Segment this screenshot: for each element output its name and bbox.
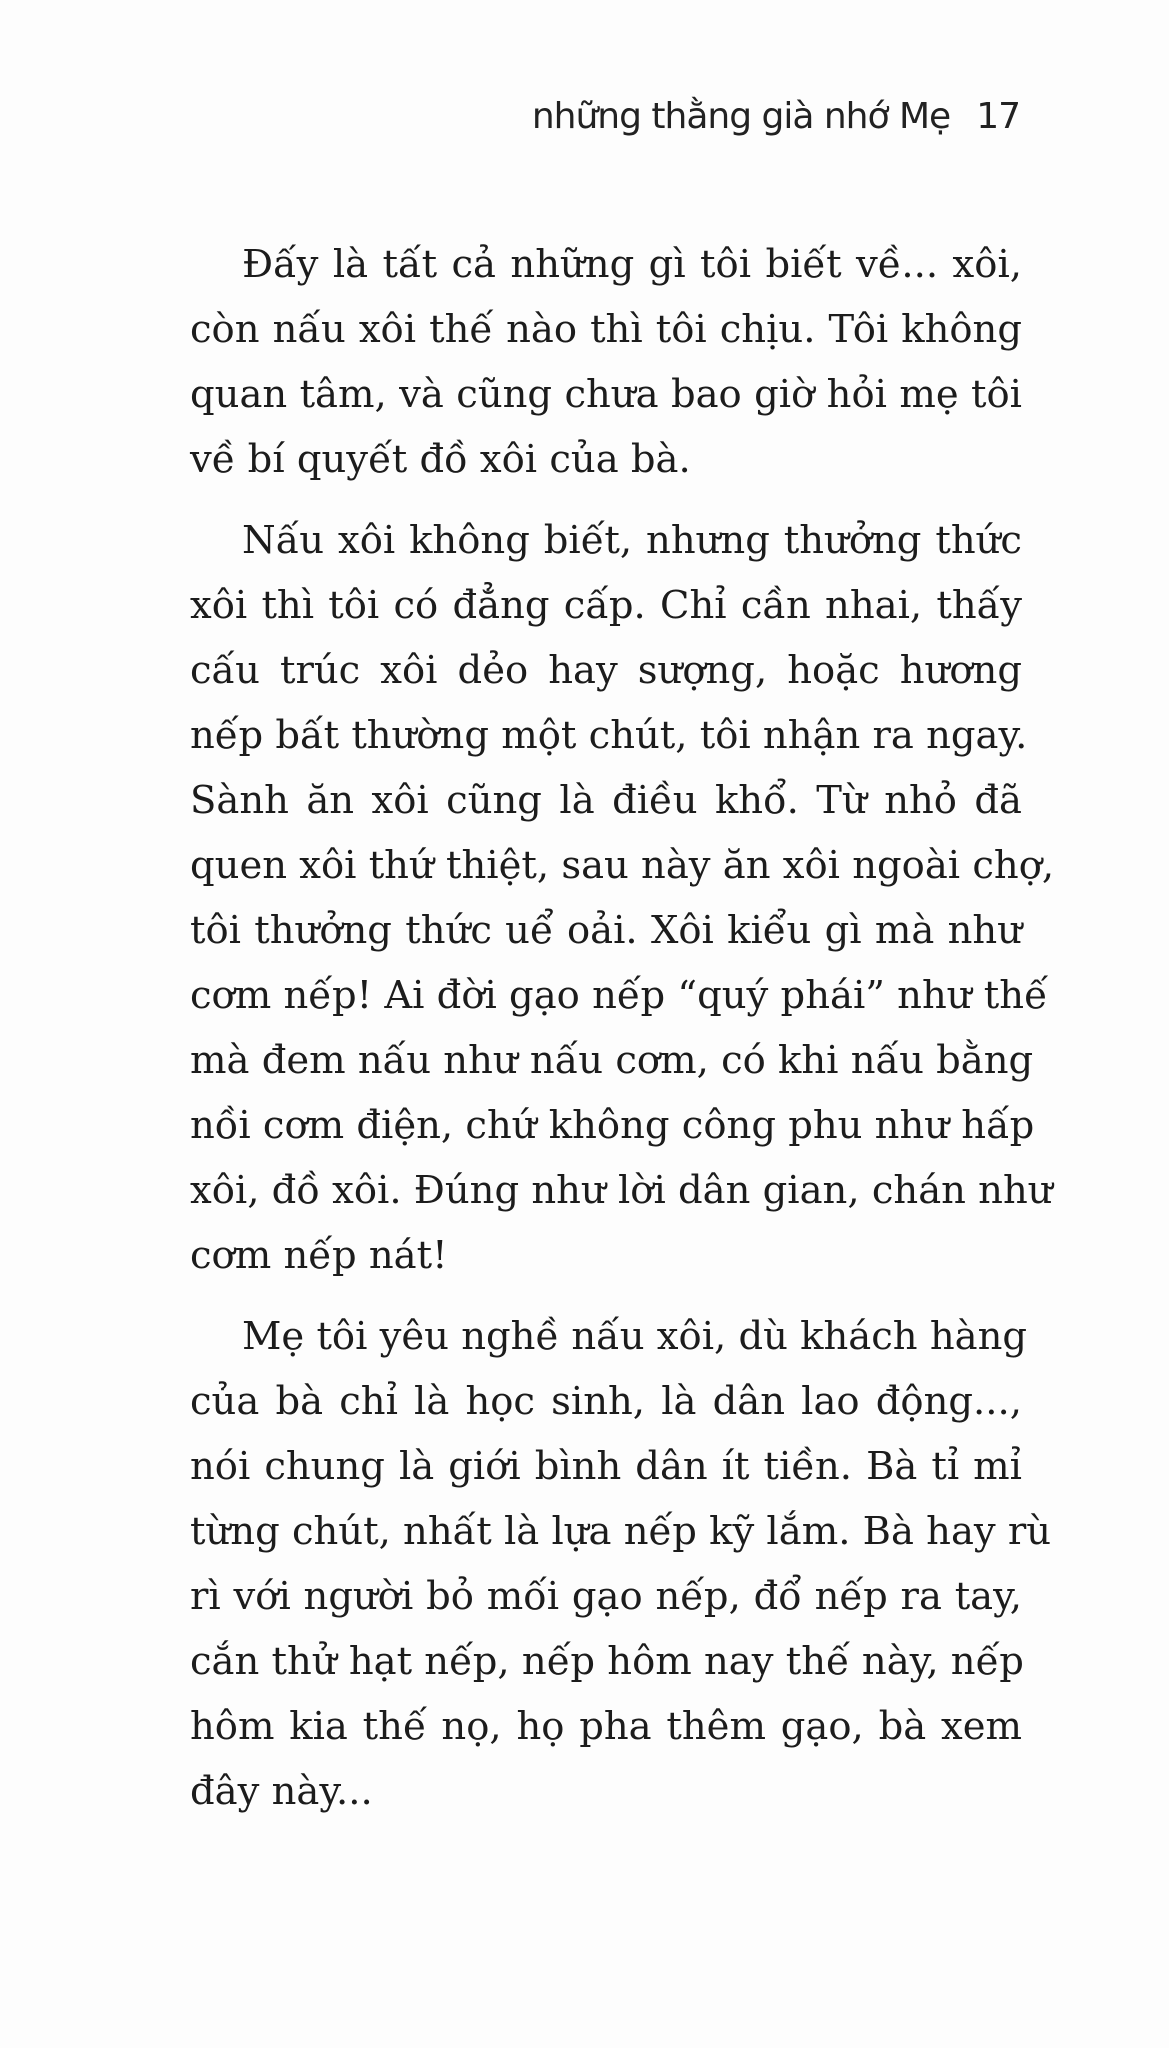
text-line: xôi thì tôi có đẳng cấp. Chỉ cần nhai, thấy <box>190 583 1022 628</box>
paragraph-2 <box>190 508 1055 1288</box>
text-line: Sành ăn xôi cũng là điều khổ. Từ nhỏ đã <box>190 778 1022 823</box>
text-line: Đấy là tất cả những gì tôi biết về... xôi, <box>242 242 1022 287</box>
paragraph-3 <box>190 1304 1052 1824</box>
text-line: nồi cơm điện, chứ không công phu như hấp <box>190 1103 1035 1148</box>
text-line: cắn thử hạt nếp, nếp hôm nay thế này, nếp <box>190 1639 1024 1684</box>
text-line: cơm nếp! Ai đời gạo nếp “quý phái” như thế <box>190 973 1048 1018</box>
text-line: nếp bất thường một chút, tôi nhận ra ngay. <box>190 713 1028 758</box>
text-line: rì với người bỏ mối gạo nếp, đổ nếp ra tay, <box>190 1574 1022 1619</box>
text-line: Nấu xôi không biết, nhưng thưởng thức <box>242 518 1022 563</box>
chapter-title: những thằng già nhớ Mẹ <box>531 96 951 137</box>
text-line: về bí quyết đồ xôi của bà. <box>190 437 691 482</box>
text-line: cơm nếp nát! <box>190 1233 448 1278</box>
page-number: 17 <box>976 96 1020 137</box>
paragraph-1 <box>190 232 1022 492</box>
text-line: Mẹ tôi yêu nghề nấu xôi, dù khách hàng <box>242 1314 1028 1359</box>
text-line: xôi, đồ xôi. Đúng như lời dân gian, chán như <box>190 1168 1053 1213</box>
text-line: đây này... <box>190 1769 373 1814</box>
text-line: còn nấu xôi thế nào thì tôi chịu. Tôi không <box>190 307 1022 352</box>
text-line: quen xôi thứ thiệt, sau này ăn xôi ngoài chợ, <box>190 843 1055 888</box>
text-line: tôi thưởng thức uể oải. Xôi kiểu gì mà như <box>190 908 1022 953</box>
running-header <box>0 96 1020 137</box>
body-text <box>190 232 1055 1840</box>
text-line: mà đem nấu như nấu cơm, có khi nấu bằng <box>190 1038 1034 1083</box>
text-line: từng chút, nhất là lựa nếp kỹ lắm. Bà hay rù <box>190 1509 1052 1554</box>
text-line: của bà chỉ là học sinh, là dân lao động..., <box>190 1379 1022 1424</box>
text-line: hôm kia thế nọ, họ pha thêm gạo, bà xem <box>190 1704 1022 1749</box>
text-line: nói chung là giới bình dân ít tiền. Bà tỉ mỉ <box>190 1444 1022 1489</box>
text-line: cấu trúc xôi dẻo hay sượng, hoặc hương <box>190 648 1022 693</box>
text-line: quan tâm, và cũng chưa bao giờ hỏi mẹ tôi <box>190 372 1022 417</box>
